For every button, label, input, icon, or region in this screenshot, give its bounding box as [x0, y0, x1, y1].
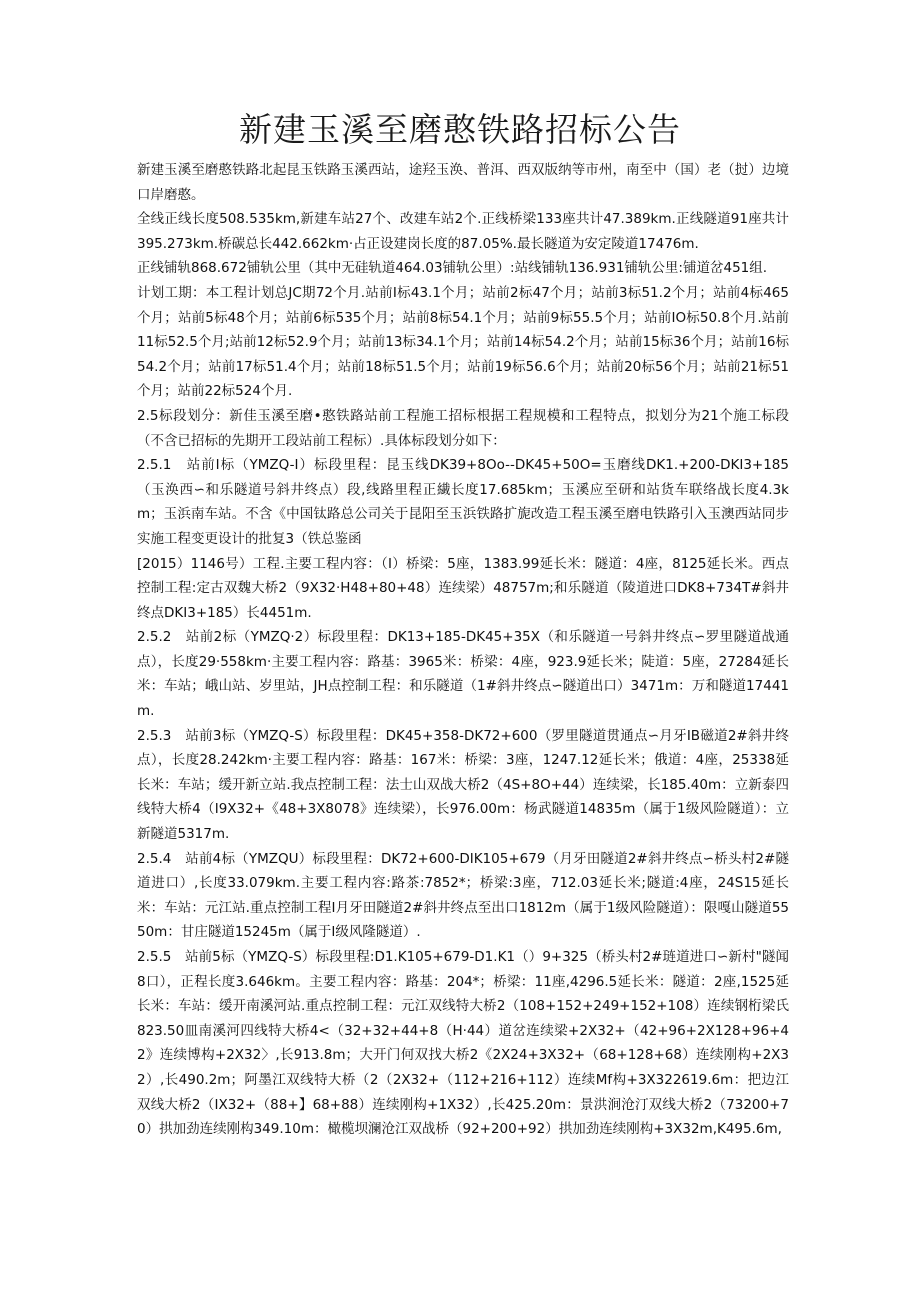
paragraph-section-4: 2.5.4 站前4标（YMZQU）标段里程：DK72+600-DIK105+679（月牙田隧道2#斜井终点∽桥头村2#隧道进口）,长度33.079km.主要工程内容:路茶:7852*；桥梁:3座，712.03延长米;隧道:4座，24S15延长米：车站：元江站.重点控制工程I月牙田隧道2#斜井终点至出口1812m（属于1级风险隧道）：限嘎山隧道5550m：甘庄隧道15245m（属于I级风隆隧道）.: [137, 850, 789, 941]
paragraph-section-5: 2.5.5 站前5标（YMZQ-S）标段里程:D1.K105+679-D1.K1（）9+325（桥头村2#琏道进口∽新村"隧闻8口），正程长度3.646km。主要工程内容：路基：204*；桥梁：11座,4296.5延长米：隧道：2座,1525延长米：车站：缓开南溪河站.重点控制工程：元江双线特大桥2（108+152+249+152+108）连续钢桁梁氏823.50皿南溪河四线特大桥4<（32+32+44+8（H·44）道岔连续梁+2X32+（42+96+2X128+96+42》连续博构+2X32〉,长913.8m；大开门何双找大桥2《2X24+3X32+（68+128+68）连续刚构+2X32）,长490.2m；阿墨江双线特大桥（2（2X32+（112+216+112）连续Mf构+3X322619.6m：把边江双线大桥2（IX32+（88+】68+88）连续刚构+1X32）,长425.20m：景洪涧沧汀双线大桥2（73200+70）拱加劲连续刚构349.10m：橄榄坝澜沧江双战桥（92+200+92）拱加劲连续刚构+3X32m,K495.6m,: [137, 949, 789, 1138]
paragraph-section-3: 2.5.3 站前3标（YMZQ-S）标段里程：DK45+358-DK72+600（罗里隧道贯通点∽月牙IB磁道2#斜井终点），长度28.242km·主要工程内容：路基：167米：桥梁：3座，1247.12延长米；俄道：4座，25338延长米：车站；缓开新立站.我点控制工程：法士山双战大桥2（4S+8O+44）连续梁，长185.40m：立新泰四线特大桥4（I9X32+《48+3X8078》连续梁），长976.00m：杨武隧道14835m（属于1级风险隧道）：立新隧道5317m.: [137, 727, 789, 843]
paragraph-section-1-continued: [2015）1146号）工程.主要工程内容：（I）桥梁：5座，1383.99延长米：隧道：4座，8125延长米。西点控制工程:定古双魏大桥2（9X32·H48+80+48）连续梁）48757m;和乐隧道（陵道进口DK8+734T#斜井终点DKI3+185）长4451m.: [137, 555, 789, 621]
paragraph-section-2: 2.5.2 站前2标（YMZQ·2）标段里程：DK13+185-DK45+35X（和乐隧道一号斜井终点∽罗里隧道战通点），长度29·558km·主要工程内容：路基：3965米：桥梁：4座，923.9延长米；陡道：5座，27284延长米：车站；峨山站、岁里站，JH点控制工程：和乐隧道（1#斜井终点∽隧道出口）3471m：万和隧道17441m.: [137, 629, 789, 720]
paragraph-section-1: 2.5.1 站前I标（YMZQ-I）标段里程：昆玉线DK39+8Oo--DK45+50O=玉磨线DK1.+200-DKI3+185（玉涣西∽和乐隧道号斜井终点）段,线路里程正繊长度17.685km；玉溪应至研和站货车联络战长度4.3km；玉浜南车站。不含《中国钛路总公司关于昆阳至玉浜铁路扩旎改造工程玉溪至磨电铁路引入玉澳西站同步实施工程变更设计的批复3（铁总鉴函: [137, 457, 789, 547]
paragraph-section-division: 2.5标段划分：新佳玉溪至磨•憨铁路站前工程施工招标根据工程规模和工程特点，拟划分为21个施工标段（不含已招标的先期开工段站前工程标）.具体标段划分如下：: [137, 407, 789, 449]
paragraph-track-laying: 正线铺轨868.672铺轨公里（其中无硅轨道464.03铺轨公里）:站线铺轨136.931铺轨公里:铺道岔451组.: [137, 260, 768, 277]
document-title: 新建玉溪至磨憨铁路招标公告: [239, 110, 681, 149]
paragraph-schedule: 计划工期：本工程计划总JC期72个月.站前I标43.1个月；站前2标47个月；站前3标51.2个月；站前4标465个月；站前5标48个月；站前6标535个月；站前8标54.1个月；站前9标55.5个月；站前IO标50.8个月.站前11标52.5个月;站前12标52.9个月；站前13标34.1个月；站前14标54.2个月；站前15标36个月；站前16标54.2个月；站前17标51.4个月；站前18标51.5个月；站前19标56.6个月；站前20标56个月；站前21标51个月；站前22标524个月.: [137, 284, 789, 400]
document-body: [137, 158, 789, 1142]
paragraph-line-length: 全线正线长度508.535km,新建车站27个、改建车站2个.正线桥梁133座共计47.389km.正线隧道91座共计395.273km.桥碳总长442.662km·占正设建岗长度的87.05%.最长隧道为安定陵道17476m.: [137, 211, 789, 252]
paragraph-route-overview: 新建玉溪至磨憨铁路北起昆玉铁路玉溪西站，途羟玉涣、普洱、西双版纳等市州，南至中（国）老（挝）边境口岸磨憨。: [137, 162, 789, 203]
